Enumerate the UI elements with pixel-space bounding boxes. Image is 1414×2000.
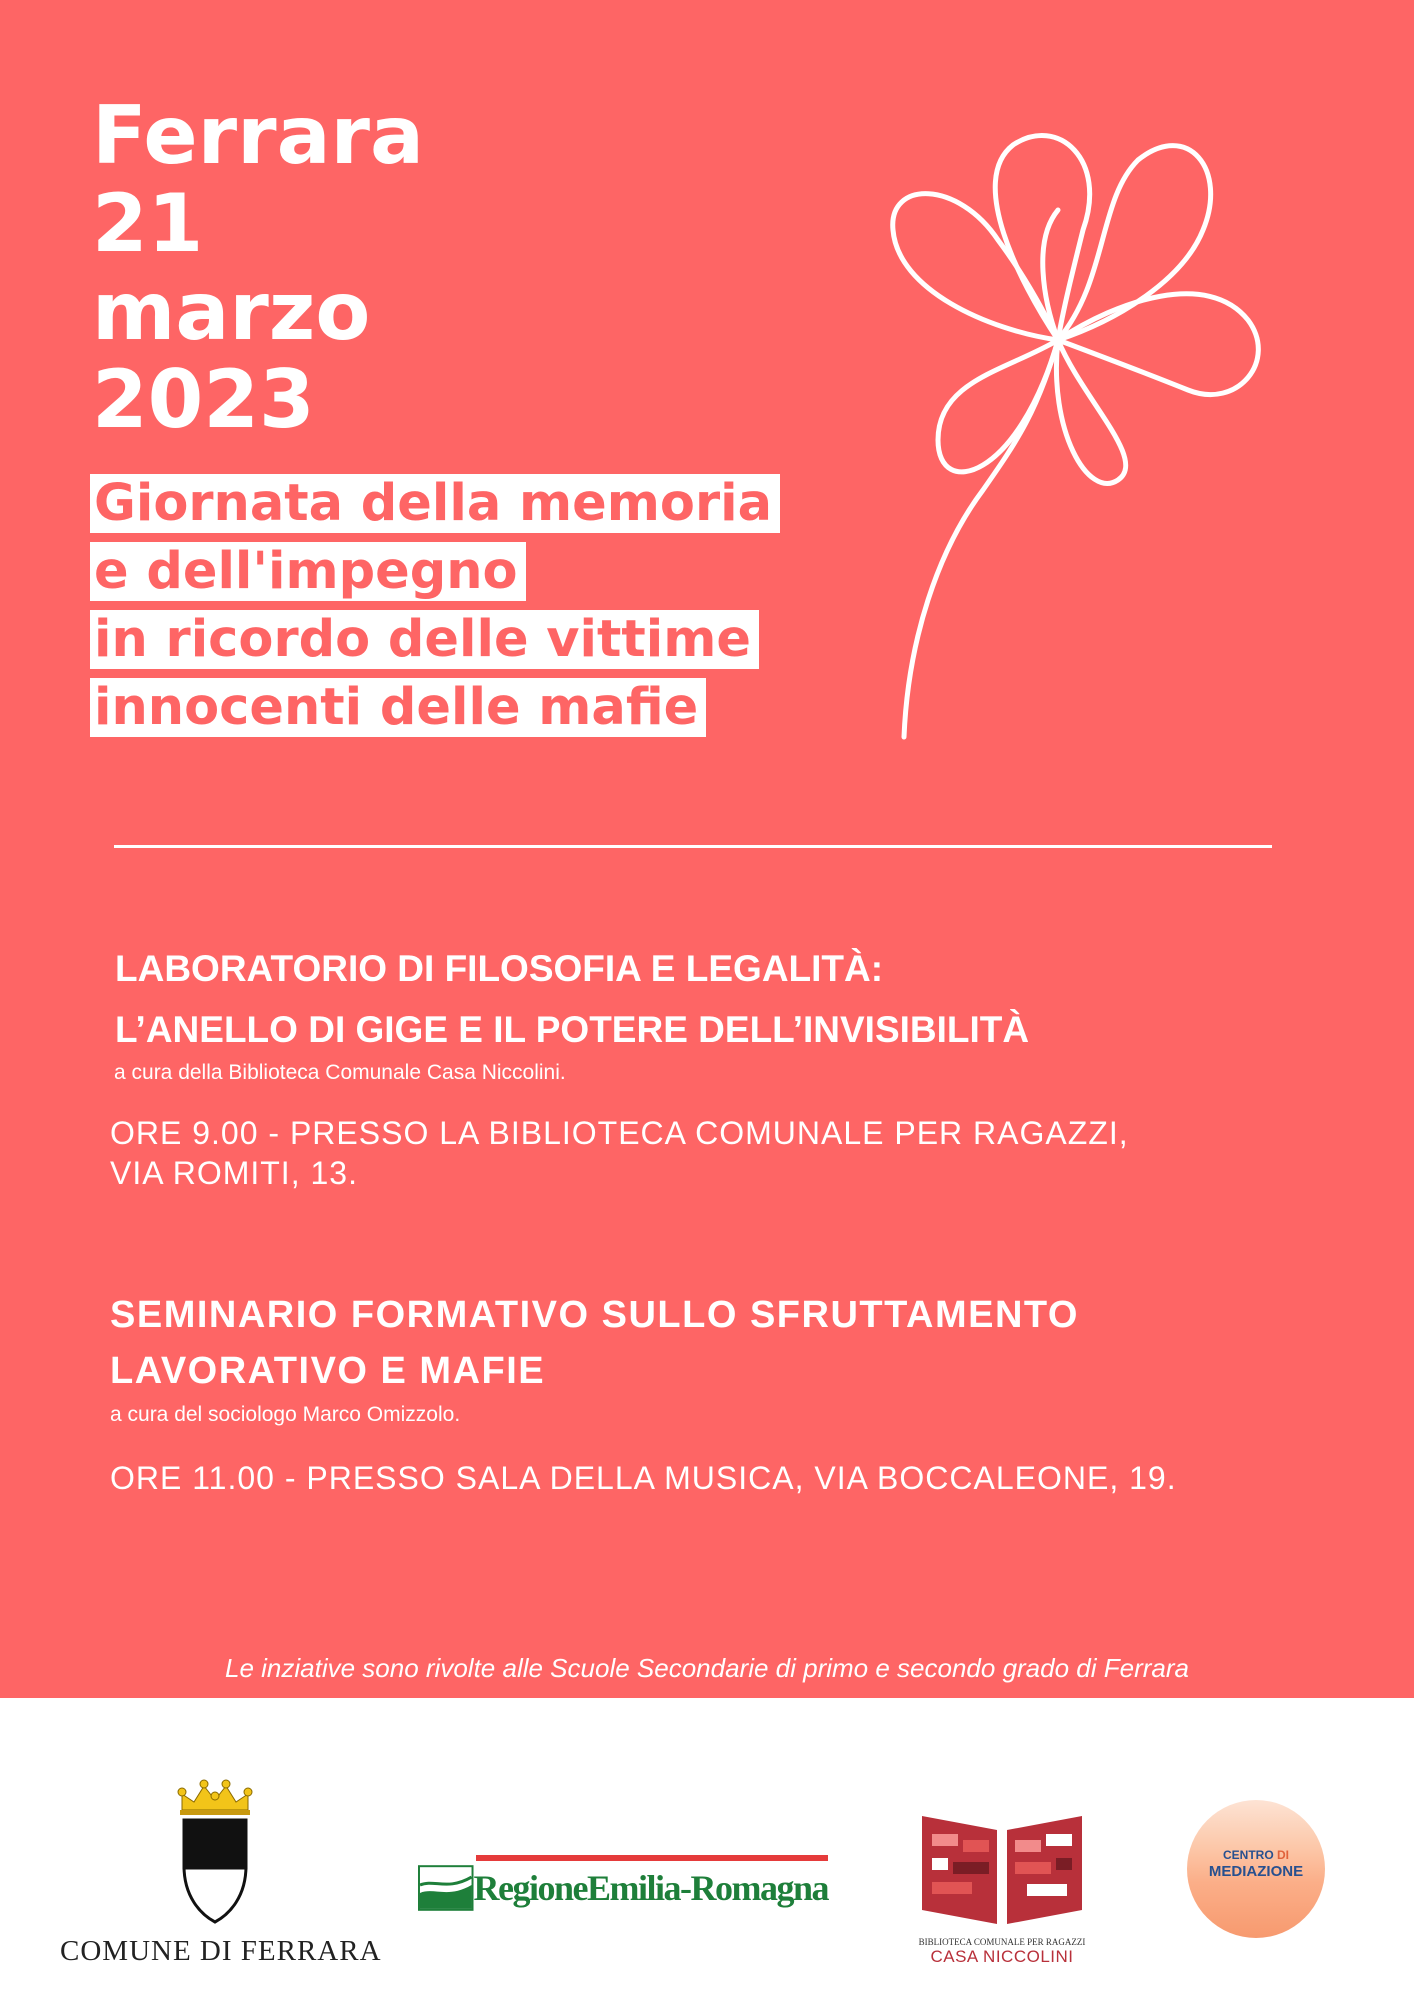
- subtitle-line: innocenti delle mafie: [90, 678, 706, 737]
- flower-line-art-icon: [868, 120, 1288, 750]
- regione-emilia-romagna-logo: [418, 1855, 828, 1911]
- event-2-time-location: [110, 1458, 1177, 1498]
- event-1-time-location: [110, 1113, 1129, 1193]
- centro-di-word: DI: [1277, 1848, 1289, 1862]
- audience-note: Le inziative sono rivolte alle Scuole Secondarie di primo e secondo grado di Ferrara: [225, 1653, 1189, 1683]
- date-year: 2023: [92, 353, 315, 446]
- date-city: Ferrara: [92, 89, 424, 182]
- centro-di-mediazione-logo: [1187, 1800, 1325, 1938]
- regione-red-bar: [476, 1855, 828, 1861]
- event-2-title-line: SEMINARIO FORMATIVO SULLO SFRUTTAMENTO: [110, 1294, 1079, 1336]
- event-subtitle: [90, 470, 780, 742]
- event-1-when-line: ORE 9.00 - PRESSO LA BIBLIOTECA COMUNALE PER RAGAZZI,: [110, 1115, 1129, 1151]
- comune-ferrara-logo: [60, 1776, 382, 1968]
- centro-word: CENTRO: [1222, 1848, 1274, 1862]
- event-1-title-line: L’ANELLO DI GIGE E IL POTERE DELL’INVISIBILITÀ: [115, 1009, 1030, 1050]
- regione-label: RegioneEmilia-Romagna: [473, 1868, 828, 1908]
- date-month: marzo: [92, 265, 371, 358]
- subtitle-line: in ricordo delle vittime: [90, 610, 759, 669]
- subtitle-line: Giornata della memoria: [90, 474, 780, 533]
- biblioteca-name: CASA NICCOLINI: [930, 1947, 1074, 1966]
- event-1-credit: a cura della Biblioteca Comunale Casa Niccolini.: [114, 1061, 566, 1084]
- biblioteca-subtitle: BIBLIOTECA COMUNALE PER RAGAZZI: [918, 1937, 1086, 1947]
- event-2-credit: a cura del sociologo Marco Omizzolo.: [110, 1403, 461, 1426]
- event-1-title: [115, 938, 1029, 1060]
- centro-label-line1: [1187, 1848, 1325, 1862]
- biblioteca-brick-logo-icon: [917, 1806, 1087, 1926]
- event-date: [92, 89, 424, 446]
- ferrara-coat-of-arms-icon: [170, 1776, 260, 1926]
- biblioteca-casa-niccolini-logo: [912, 1806, 1092, 1967]
- event-2-title-line: LAVORATIVO E MAFIE: [110, 1350, 546, 1392]
- centro-label-line2: MEDIAZIONE: [1208, 1863, 1304, 1880]
- date-day: 21: [92, 177, 204, 270]
- event-1-when-line: VIA ROMITI, 13.: [110, 1155, 358, 1191]
- event-2-when-line: ORE 11.00 - PRESSO SALA DELLA MUSICA, VIA BOCCALEONE, 19.: [110, 1460, 1177, 1496]
- section-divider: [114, 845, 1272, 848]
- event-1-title-line: LABORATORIO DI FILOSOFIA E LEGALITÀ:: [115, 948, 884, 989]
- event-2-title: [110, 1287, 1079, 1399]
- subtitle-line: e dell'impegno: [90, 542, 526, 601]
- comune-ferrara-label: COMUNE DI FERRARA: [60, 1935, 382, 1967]
- regione-flag-icon: [418, 1865, 474, 1911]
